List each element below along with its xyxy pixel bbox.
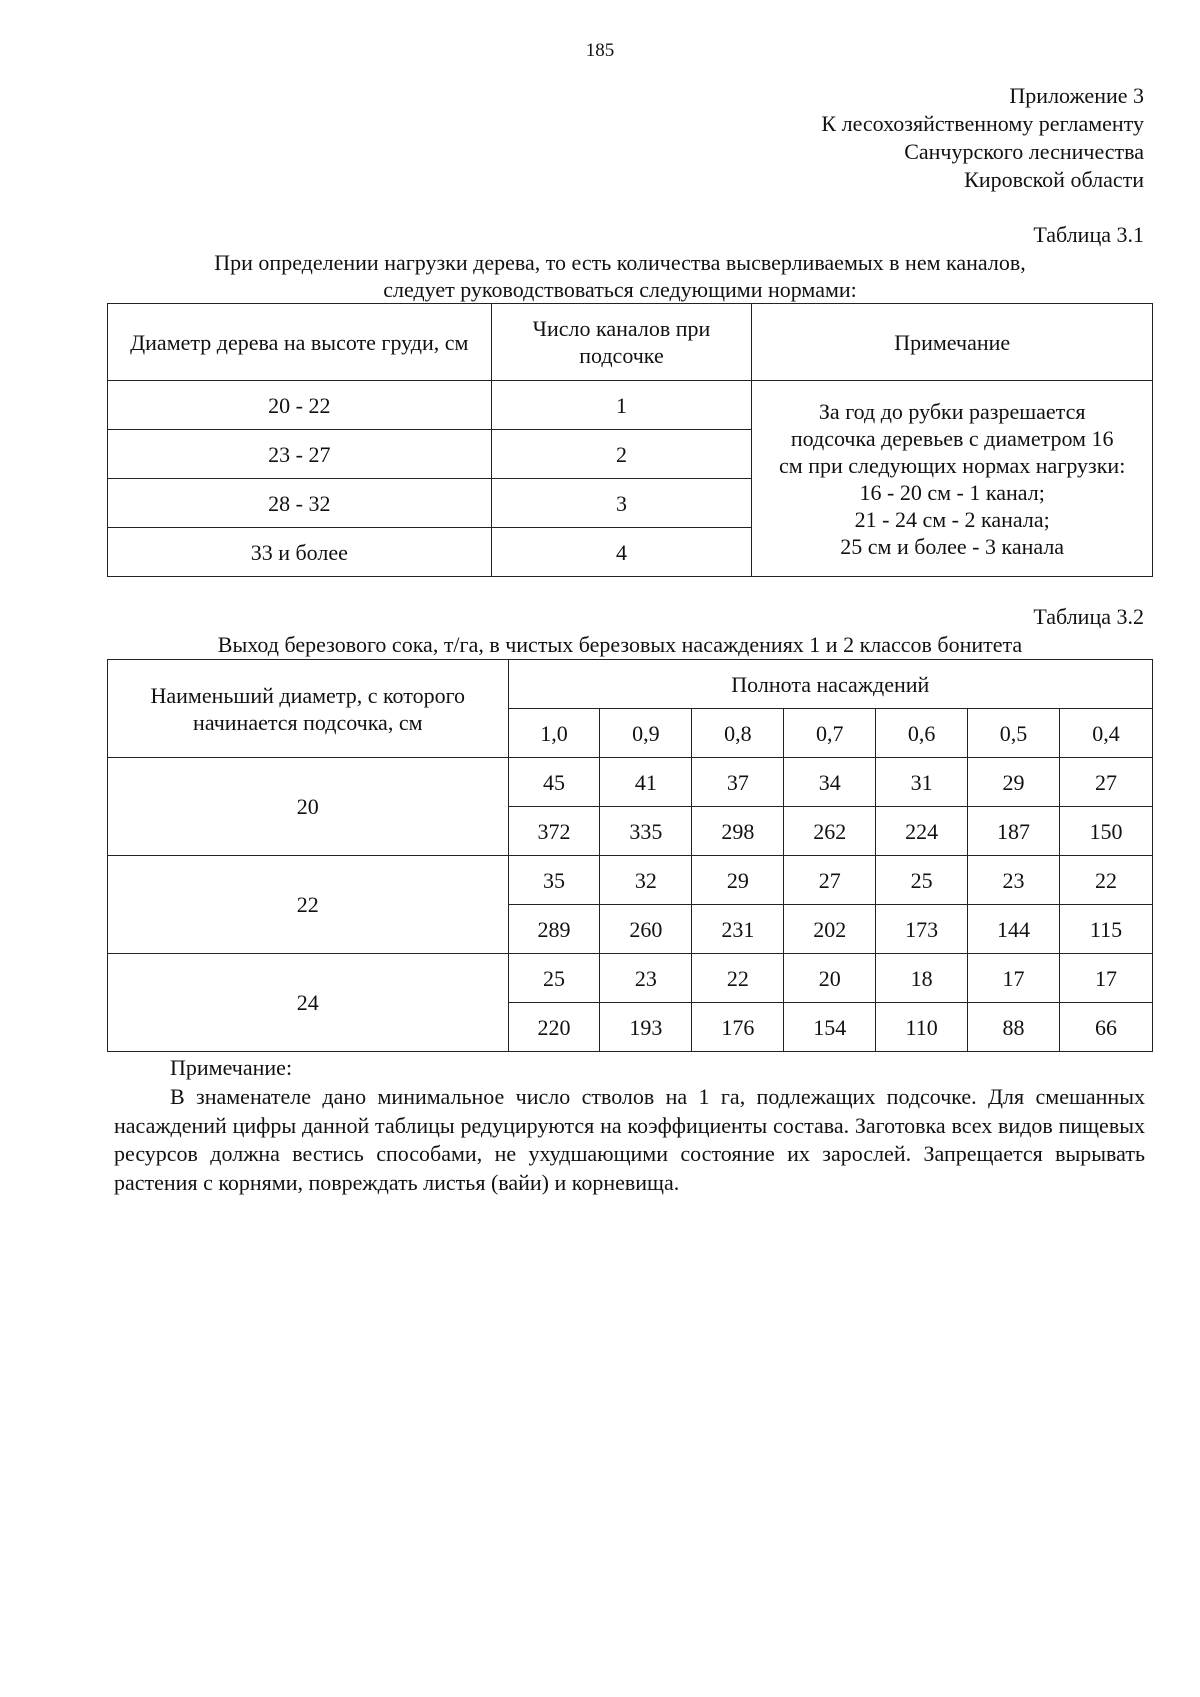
note-text: В знаменателе дано минимальное число стволов на 1 га, подлежащих подсочке. Для смешанных насаждений цифры данной таблицы редуцируются на коэффициенты состава. Заготовка всех видов пищевых ресурсов должна вестись способами, не ухудшающими состояние их зарослей. Запрещается вырывать растения с корнями, повреждать листья (вайи) и корневища. [114,1084,1145,1195]
stems-value: 231 [692,905,784,954]
table-3-1-note-line: 16 - 20 см - 1 канал; [859,479,1045,505]
stems-value: 154 [784,1003,876,1052]
yield-value: 17 [968,954,1060,1003]
appendix-line-2: К лесохозяйственному регламенту [821,111,1144,136]
stems-value: 110 [876,1003,968,1052]
density-value: 0,6 [876,709,968,758]
appendix-line-3: Санчурского лесничества [904,139,1144,164]
table-3-1-header-channels: Число каналов при подсочке [491,304,752,381]
table-3-1-channels: 2 [491,430,752,479]
yield-value: 27 [784,856,876,905]
table-3-1-note-line: подсочка деревьев с диаметром 16 [790,425,1114,451]
yield-value: 31 [876,758,968,807]
stems-value: 66 [1060,1003,1153,1052]
yield-value: 25 [876,856,968,905]
group-diameter: 24 [108,954,509,1052]
yield-value: 22 [692,954,784,1003]
yield-value: 23 [968,856,1060,905]
table-3-1-diameter: 33 и более [108,528,492,577]
yield-value: 23 [600,954,692,1003]
stems-value: 150 [1060,807,1153,856]
yield-value: 41 [600,758,692,807]
stems-value: 289 [508,905,600,954]
yield-value: 34 [784,758,876,807]
table-3-1-channels: 1 [491,381,752,430]
note-title: Примечание: [170,1055,293,1080]
group-diameter: 22 [108,856,509,954]
yield-value: 32 [600,856,692,905]
table-3-1-note-line: 21 - 24 см - 2 канала; [854,506,1050,532]
appendix-line-1: Приложение 3 [1009,83,1144,108]
stems-value: 176 [692,1003,784,1052]
stems-value: 335 [600,807,692,856]
stems-value: 173 [876,905,968,954]
density-value: 0,7 [784,709,876,758]
table-3-1-diameter: 20 - 22 [108,381,492,430]
appendix-header [821,82,1144,194]
stems-value: 298 [692,807,784,856]
table-3-1-channels: 4 [491,528,752,577]
table-3-1-header-note: Примечание [752,304,1153,381]
table-3-2-caption: Выход березового сока, т/га, в чистых березовых насаждениях 1 и 2 классов бонитета [217,632,1023,657]
stems-value: 224 [876,807,968,856]
stems-value: 372 [508,807,600,856]
table-3-1-diameter: 28 - 32 [108,479,492,528]
group-diameter: 20 [108,758,509,856]
density-value: 0,8 [692,709,784,758]
yield-value: 27 [1060,758,1153,807]
density-value: 1,0 [508,709,600,758]
stems-value: 202 [784,905,876,954]
yield-value: 35 [508,856,600,905]
table-3-1-note-line: 25 см и более - 3 канала [840,533,1065,559]
table-3-1-caption-line-1: При определении нагрузки дерева, то есть количества высверливаемых в нем каналов, [214,250,1026,275]
stems-value: 115 [1060,905,1153,954]
stems-value: 144 [968,905,1060,954]
yield-value: 25 [508,954,600,1003]
stems-value: 220 [508,1003,600,1052]
stems-value: 88 [968,1003,1060,1052]
page-number: 185 [585,40,615,61]
table-3-2-label: Таблица 3.2 [1033,604,1144,629]
yield-value: 17 [1060,954,1153,1003]
table-3-1-header-diameter: Диаметр дерева на высоте груди, см [108,304,492,381]
table-3-1-channels: 3 [491,479,752,528]
table-3-1-note-line: За год до рубки разрешается [818,398,1086,424]
table-3-1-note-line: см при следующих нормах нагрузки: [779,452,1126,478]
stems-value: 260 [600,905,692,954]
yield-value: 37 [692,758,784,807]
yield-value: 29 [692,856,784,905]
table-3-1-diameter: 23 - 27 [108,430,492,479]
yield-value: 22 [1060,856,1153,905]
stems-value: 262 [784,807,876,856]
table-3-1-caption [120,249,1120,303]
appendix-line-4: Кировской области [964,167,1144,192]
density-value: 0,4 [1060,709,1153,758]
yield-value: 20 [784,954,876,1003]
table-3-2 [107,659,1153,1052]
table-3-2-header-diameter: Наименьший диаметр, с которого начинается подсочка, см [108,660,509,758]
stems-value: 187 [968,807,1060,856]
yield-value: 45 [508,758,600,807]
density-value: 0,9 [600,709,692,758]
table-3-2-header-density: Полнота насаждений [508,660,1152,709]
table-3-1 [107,303,1153,577]
table-3-1-caption-line-2: следует руководствоваться следующими нормами: [383,277,857,302]
table-3-1-label: Таблица 3.1 [1033,222,1144,247]
density-value: 0,5 [968,709,1060,758]
table-3-1-note-cell [752,381,1153,577]
yield-value: 18 [876,954,968,1003]
stems-value: 193 [600,1003,692,1052]
yield-value: 29 [968,758,1060,807]
